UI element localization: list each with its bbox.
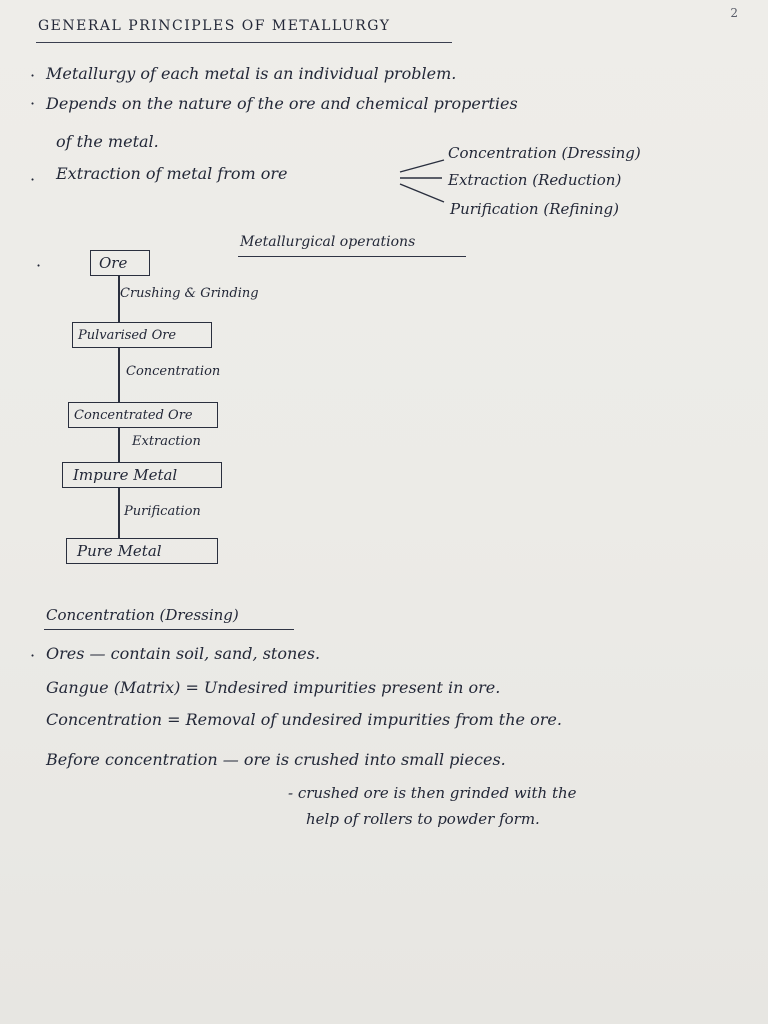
bullet: · <box>30 646 36 665</box>
flow-connector <box>118 488 120 538</box>
flow-box-ore: Ore <box>90 250 150 276</box>
page-title: GENERAL PRINCIPLES OF METALLURGY <box>38 18 391 34</box>
concentration-line-2: Gangue (Matrix) = Undesired impurities present in ore. <box>46 678 501 697</box>
flow-box-pulvarised-ore: Pulvarised Ore <box>72 322 212 348</box>
intro-line-2: Depends on the nature of the ore and chemical properties <box>46 94 518 113</box>
flow-connector <box>118 428 120 462</box>
concentration-line-6: help of rollers to powder form. <box>306 810 540 828</box>
concentration-heading: Concentration (Dressing) <box>46 606 239 624</box>
bullet: · <box>30 170 36 189</box>
flow-connector <box>118 348 120 402</box>
concentration-line-4: Before concentration — ore is crushed into small pieces. <box>46 750 506 769</box>
branch-extraction: Extraction (Reduction) <box>448 171 622 189</box>
extraction-label: Extraction of metal from ore <box>56 164 288 183</box>
flow-step-crushing: Crushing & Grinding <box>120 286 259 301</box>
bullet: · <box>30 66 36 85</box>
page-number: 2 <box>730 6 738 20</box>
title-underline <box>36 42 452 43</box>
flow-heading: Metallurgical operations <box>240 234 416 250</box>
flow-step-extraction: Extraction <box>132 434 201 449</box>
concentration-line-3: Concentration = Removal of undesired impurities from the ore. <box>46 710 562 729</box>
intro-line-3: of the metal. <box>56 132 159 151</box>
concentration-line-5: - crushed ore is then grinded with the <box>288 784 577 802</box>
flow-box-concentrated-ore: Concentrated Ore <box>68 402 218 428</box>
branch-concentration: Concentration (Dressing) <box>448 144 641 162</box>
flow-box-impure-metal: Impure Metal <box>62 462 222 488</box>
flow-heading-underline <box>238 256 466 257</box>
bullet: · <box>30 94 36 113</box>
branch-lines <box>396 150 456 210</box>
concentration-heading-underline <box>44 629 294 630</box>
flow-step-concentration: Concentration <box>126 364 221 379</box>
flow-step-purification: Purification <box>124 504 201 519</box>
flow-box-pure-metal: Pure Metal <box>66 538 218 564</box>
branch-purification: Purification (Refining) <box>450 200 619 218</box>
bullet: · <box>36 256 42 275</box>
intro-line-1: Metallurgy of each metal is an individual problem. <box>46 64 457 83</box>
concentration-line-1: Ores — contain soil, sand, stones. <box>46 644 321 663</box>
